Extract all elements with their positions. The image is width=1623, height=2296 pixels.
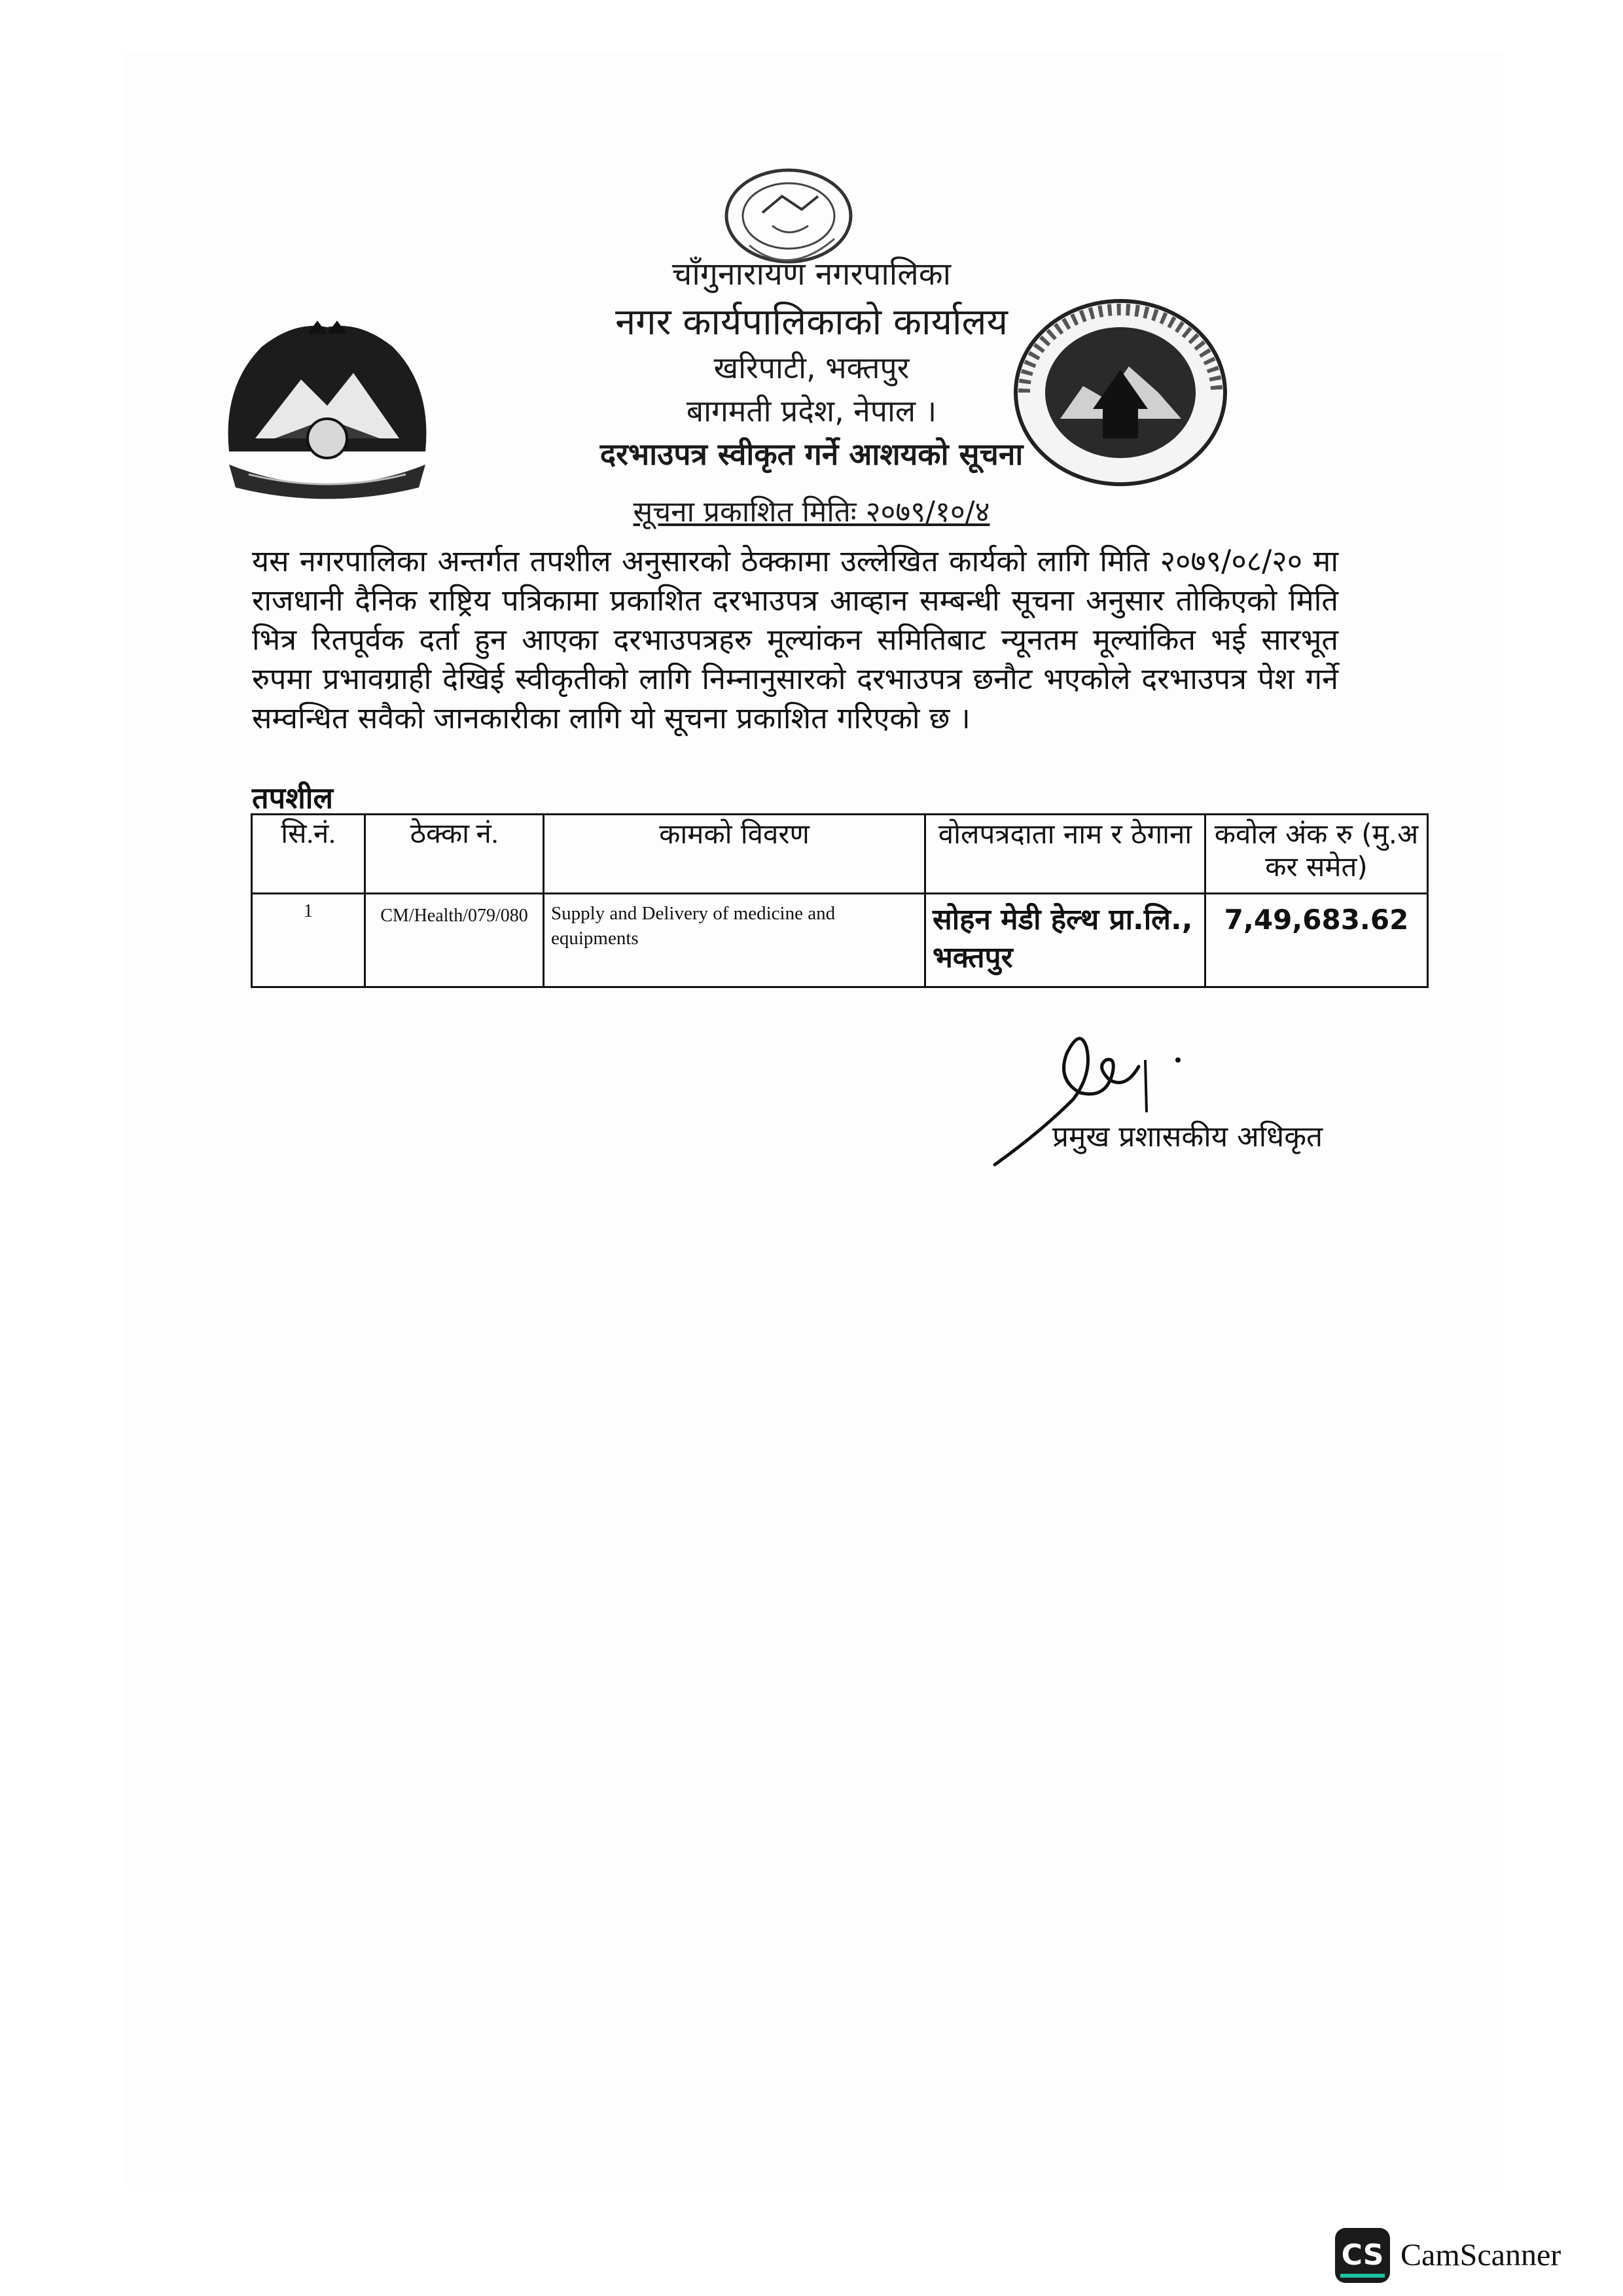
- cell-serial: 1: [252, 894, 365, 987]
- cell-contract-no: CM/Health/079/080: [365, 894, 544, 987]
- header-serial: सि.नं.: [252, 815, 365, 894]
- camscanner-brand: CamScanner: [1400, 2238, 1561, 2272]
- header-amount: कवोल अंक रु (मु.अ कर समेत): [1205, 815, 1428, 894]
- office-province: बागमती प्रदेश, नेपाल ।: [686, 393, 937, 429]
- header-description: कामको विवरण: [544, 815, 925, 894]
- cell-bidder: सोहन मेडी हेल्थ प्रा.लि., भक्तपुर: [925, 894, 1205, 987]
- cell-amount: 7,49,683.62: [1205, 894, 1428, 987]
- notice-title: दरभाउपत्र स्वीकृत गर्ने आशयको सूचना: [599, 436, 1024, 472]
- published-date: सूचना प्रकाशित मितिः २०७९/१०/४: [633, 495, 990, 529]
- header-contract-no: ठेक्का नं.: [365, 815, 544, 894]
- office-place: खरिपाटी, भक्तपुर: [713, 350, 910, 385]
- notice-paragraph: यस नगरपालिका अन्तर्गत तपशील अनुसारको ठेक्कामा उल्लेखित कार्यको लागि मिति २०७९/०८/२० मा राजधानी दैनिक राष्ट्रिय पत्रिकामा प्रकाशित दरभाउपत्र आव्हान सम्बन्धी सूचना अनुसार तोकिएको मिति भित्र रितपूर्वक दर्ता हुन आएका दरभाउपत्रहरु मूल्यांकन समितिबाट न्यूनतम मूल्यांकित भई सारभूत रुपमा प्रभावग्राही देखिई स्वीकृतीको लागि निम्नानुसारको दरभाउपत्र छनौट भएकोले दरभाउपत्र पेश गर्ने सम्वन्धित सवैको जानकारीका लागि यो सूचना प्रकाशित गरिएको छ ।: [252, 544, 1338, 735]
- signatory-designation: प्रमुख प्रशासकीय अधिकृत: [1052, 1120, 1323, 1154]
- municipality-name: चाँगुनारायण नगरपालिका: [671, 256, 952, 292]
- table-row: [252, 894, 1428, 987]
- table-header-row: [252, 815, 1428, 894]
- cell-description: Supply and Delivery of medicine and equipments: [544, 894, 925, 987]
- office-name: नगर कार्यपालिकाको कार्यालय: [615, 301, 1008, 344]
- section-heading: तपशील: [252, 781, 333, 815]
- bid-details-table: [251, 813, 1429, 988]
- header-bidder: वोलपत्रदाता नाम र ठेगाना: [925, 815, 1205, 894]
- camscanner-logo-icon: CS: [1335, 2228, 1390, 2283]
